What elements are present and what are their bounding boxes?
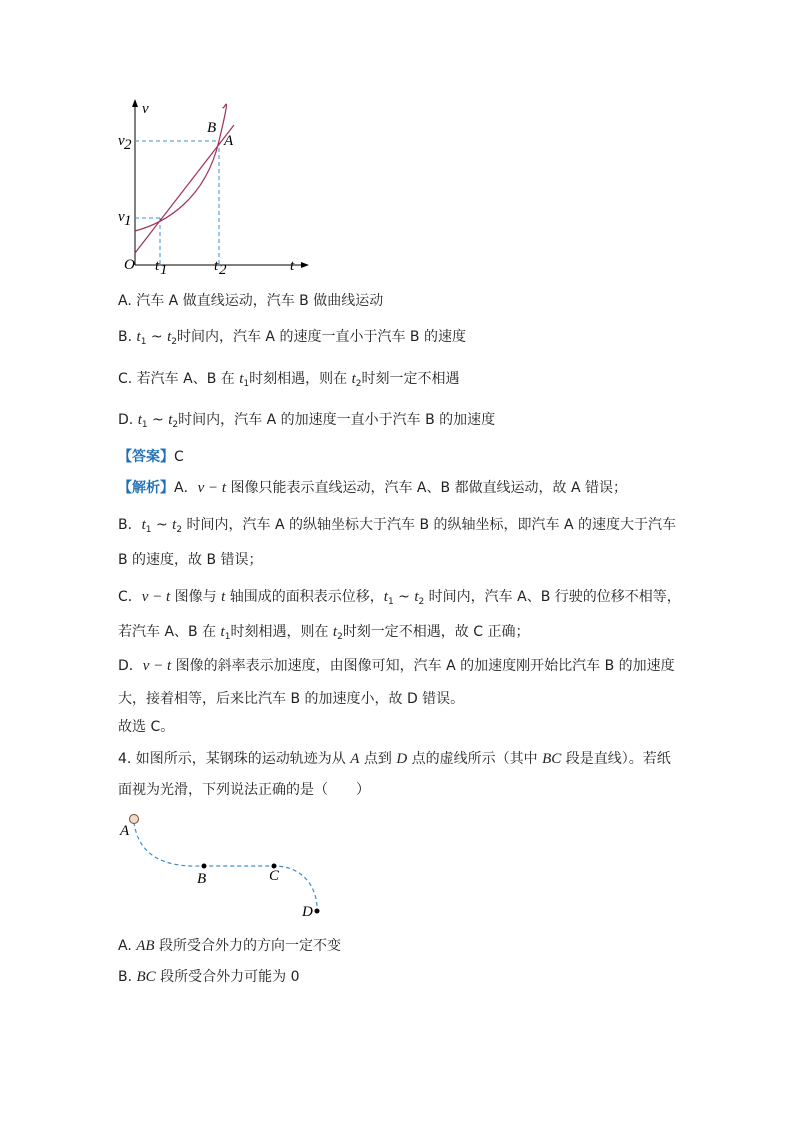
q4-option-a bbox=[118, 935, 341, 955]
option-d-t1: t bbox=[137, 412, 142, 428]
option-b-t2: t bbox=[167, 329, 172, 345]
t-axis-label: t bbox=[290, 258, 295, 274]
q4-option-b-text: 段所受合外力可能为 0 bbox=[155, 969, 300, 985]
option-c-t2-sub: 2 bbox=[355, 379, 362, 389]
q4-option-a-text: 段所受合外力的方向一定不变 bbox=[154, 938, 342, 954]
analysis-4-tilde: ~ bbox=[393, 589, 415, 605]
option-c-mid: 时刻相遇，则在 bbox=[249, 371, 352, 387]
t1-sub: 1 bbox=[160, 262, 168, 278]
label-c: C bbox=[269, 868, 280, 884]
analysis-line-6 bbox=[118, 655, 675, 675]
q4-1-BC: BC bbox=[542, 751, 562, 767]
option-d-text: 时间内，汽车 A 的加速度一直小于汽车 B 的加速度 bbox=[178, 412, 496, 428]
analysis-line-8 bbox=[118, 716, 174, 736]
v-axis-label: v bbox=[142, 101, 149, 117]
analysis-4-t2-sub: 2 bbox=[418, 597, 425, 607]
analysis-1a: A． bbox=[174, 480, 198, 496]
option-b-prefix: B. bbox=[118, 329, 137, 345]
q4-option-b-pre: B. bbox=[118, 969, 137, 985]
analysis-4-t2: t bbox=[414, 589, 419, 605]
v2-label: v bbox=[118, 133, 125, 149]
q4-1-A: A bbox=[350, 751, 360, 767]
analysis-5-t1: t bbox=[220, 624, 225, 640]
point-d-dot bbox=[315, 909, 320, 914]
option-c bbox=[118, 368, 459, 389]
option-b-t1: t bbox=[136, 329, 141, 345]
v2-sub: 2 bbox=[124, 137, 132, 153]
answer-value: C bbox=[174, 449, 184, 465]
t2-label: t bbox=[214, 258, 219, 274]
analysis-2a: B． bbox=[118, 517, 142, 533]
analysis-4-vt: v − t bbox=[141, 589, 171, 605]
analysis-1b: 图像只能表示直线运动，汽车 A、B 都做直线运动，故 A 错误； bbox=[226, 480, 628, 496]
option-b-t2-sub: 2 bbox=[171, 337, 177, 347]
q4-1a: 4. 如图所示，某钢珠的运动轨迹为从 bbox=[118, 751, 351, 767]
analysis-2b: 时间内，汽车 A 的纵轴坐标大于汽车 B 的纵轴坐标，即汽车 A 的速度大于汽车 bbox=[182, 517, 676, 533]
option-d-tilde: ~ bbox=[147, 412, 169, 428]
option-c-pre: C. 若汽车 A、B 在 bbox=[118, 371, 240, 387]
label-b: B bbox=[197, 871, 207, 887]
analysis-2-tilde: ~ bbox=[151, 517, 173, 533]
option-c-t1: t bbox=[239, 371, 244, 387]
option-a-text: A. 汽车 A 做直线运动，汽车 B 做曲线运动 bbox=[118, 293, 384, 309]
analysis-6a: D． bbox=[118, 658, 143, 674]
analysis-line-1 bbox=[118, 477, 627, 497]
question4-line-2 bbox=[118, 779, 370, 799]
analysis-1-vt: v − t bbox=[197, 480, 227, 496]
option-d-prefix: D. bbox=[118, 412, 138, 428]
analysis-4d: 时间内，汽车 A、B 行驶的位移不相等， bbox=[424, 589, 681, 605]
analysis-5-t2: t bbox=[332, 624, 338, 640]
analysis-line-3 bbox=[118, 549, 263, 569]
analysis-4a: C． bbox=[118, 589, 142, 605]
analysis-4-t1-sub: 1 bbox=[387, 597, 394, 607]
analysis-6-vt: v − t bbox=[142, 658, 172, 674]
t1-label: t bbox=[155, 258, 160, 274]
option-d-t2-sub: 2 bbox=[172, 420, 179, 430]
analysis-7: 大，接着相等，后来比汽车 B 的加速度小，故 D 错误。 bbox=[118, 691, 465, 707]
point-a-label: A bbox=[224, 133, 234, 149]
vt-graph bbox=[110, 95, 320, 280]
analysis-5-t2-sub: 2 bbox=[337, 632, 343, 642]
analysis-line-4 bbox=[118, 586, 681, 607]
t-axis-arrow bbox=[301, 262, 309, 268]
v-axis-arrow bbox=[132, 99, 138, 107]
option-b-t1-sub: 1 bbox=[140, 337, 147, 347]
steel-ball bbox=[130, 815, 139, 824]
q4-option-b-BC: BC bbox=[136, 969, 156, 985]
analysis-2-t1-sub: 1 bbox=[145, 525, 152, 535]
t2-sub: 2 bbox=[219, 262, 227, 278]
analysis-4-t1: t bbox=[383, 589, 388, 605]
analysis-3: B 的速度，故 B 错误； bbox=[118, 552, 263, 568]
v1-label: v bbox=[118, 209, 125, 225]
option-d-t1-sub: 1 bbox=[141, 420, 148, 430]
q4-2: 面视为光滑，下列说法正确的是（ ） bbox=[118, 782, 370, 798]
q4-1-D: D bbox=[396, 751, 408, 767]
option-c-t1-sub: 1 bbox=[243, 379, 250, 389]
q4-1c: 点的虚线所示（其中 bbox=[407, 751, 543, 767]
analysis-line-7 bbox=[118, 688, 464, 708]
analysis-2-t2-sub: 2 bbox=[176, 525, 183, 535]
analysis-8: 故选 C。 bbox=[118, 719, 175, 735]
option-c-end: 时刻一定不相遇 bbox=[361, 371, 460, 387]
analysis-6b: 图像的斜率表示加速度，由图像可知，汽车 A 的加速度刚开始比汽车 B 的加速度 bbox=[171, 658, 675, 674]
option-a bbox=[118, 290, 383, 310]
v1-sub: 1 bbox=[124, 213, 132, 229]
analysis-5b: 时刻相遇，则在 bbox=[230, 624, 333, 640]
point-b-dot bbox=[202, 864, 207, 869]
analysis-4-t: t bbox=[221, 589, 226, 605]
analysis-line-2 bbox=[118, 514, 676, 535]
q4-1b: 点到 bbox=[359, 751, 397, 767]
origin-label: O bbox=[124, 257, 135, 273]
trajectory-figure bbox=[110, 810, 340, 925]
answer-line bbox=[118, 446, 184, 466]
analysis-4b: 图像与 bbox=[170, 589, 222, 605]
analysis-line-5 bbox=[118, 621, 530, 642]
analysis-2-t2: t bbox=[172, 517, 177, 533]
analysis-5-t1-sub: 1 bbox=[224, 632, 231, 642]
option-c-t2: t bbox=[351, 371, 356, 387]
q4-option-b bbox=[118, 966, 300, 986]
option-d-t2: t bbox=[168, 412, 173, 428]
analysis-tag: 【解析】 bbox=[118, 480, 174, 496]
q4-option-a-AB: AB bbox=[136, 938, 155, 954]
analysis-4c: 轴围成的面积表示位移， bbox=[225, 589, 384, 605]
q4-option-a-pre: A. bbox=[118, 938, 137, 954]
option-b bbox=[118, 326, 466, 347]
option-b-tilde: ~ bbox=[146, 329, 168, 345]
analysis-5a: 若汽车 A、B 在 bbox=[118, 624, 221, 640]
option-b-text: 时间内，汽车 A 的速度一直小于汽车 B 的速度 bbox=[176, 329, 466, 345]
analysis-2-t1: t bbox=[141, 517, 146, 533]
label-a: A bbox=[120, 823, 130, 839]
label-d: D bbox=[302, 904, 313, 920]
answer-tag: 【答案】 bbox=[118, 449, 174, 465]
trajectory-path bbox=[134, 822, 317, 911]
point-b-label: B bbox=[207, 120, 217, 136]
option-d bbox=[118, 409, 495, 430]
analysis-5c: 时刻一定不相遇，故 C 正确； bbox=[342, 624, 530, 640]
question4-line-1 bbox=[118, 748, 671, 768]
q4-1d: 段是直线）。若纸 bbox=[561, 751, 671, 767]
